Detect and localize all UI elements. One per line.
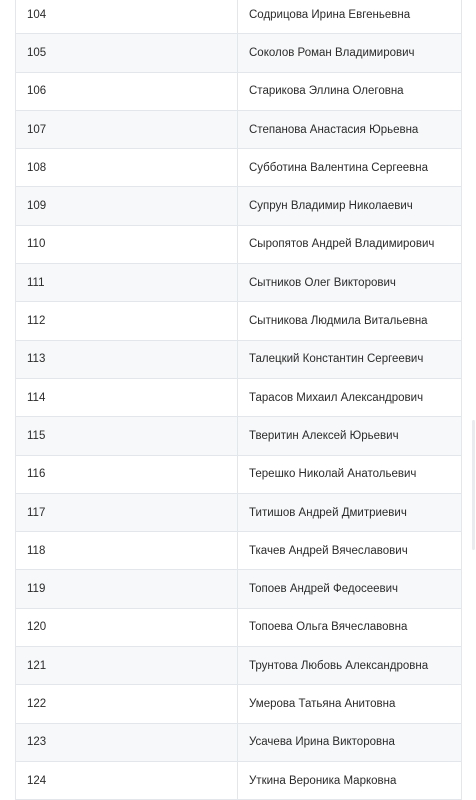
row-name: Усачева Ирина Викторовна [238,723,462,761]
row-name: Уткина Вероника Марковна [238,761,462,799]
row-number: 115 [16,417,238,455]
table-row [16,417,462,455]
row-name: Топоев Андрей Федосеевич [238,570,462,608]
row-name: Сыропятов Андрей Владимирович [238,225,462,263]
table-row [16,493,462,531]
row-name: Субботина Валентина Сергеевна [238,149,462,187]
row-number: 111 [16,264,238,302]
table-row [16,0,462,34]
row-name: Титишов Андрей Дмитриевич [238,493,462,531]
row-name: Сытников Олег Викторович [238,264,462,302]
table-row [16,264,462,302]
row-number: 108 [16,149,238,187]
row-name: Сытникова Людмила Витальевна [238,302,462,340]
table-row [16,608,462,646]
row-number: 118 [16,532,238,570]
row-number: 121 [16,647,238,685]
table-row [16,340,462,378]
table-row [16,647,462,685]
row-name: Топоева Ольга Вячеславовна [238,608,462,646]
row-number: 106 [16,72,238,110]
table-row [16,302,462,340]
row-number: 114 [16,378,238,416]
row-number: 107 [16,110,238,148]
table-row [16,685,462,723]
table-row [16,110,462,148]
table-row [16,532,462,570]
row-number: 116 [16,455,238,493]
row-name: Терешко Николай Анатольевич [238,455,462,493]
table-row [16,761,462,799]
table-row [16,378,462,416]
row-number: 112 [16,302,238,340]
row-number: 123 [16,723,238,761]
row-number: 124 [16,761,238,799]
table-row [16,455,462,493]
row-number: 105 [16,34,238,72]
row-number: 122 [16,685,238,723]
row-name: Степанова Анастасия Юрьевна [238,110,462,148]
row-number: 113 [16,340,238,378]
row-number: 119 [16,570,238,608]
row-number: 110 [16,225,238,263]
row-number: 104 [16,0,238,34]
row-name: Ткачев Андрей Вячеславович [238,532,462,570]
row-number: 109 [16,187,238,225]
row-number: 117 [16,493,238,531]
scrollbar-thumb[interactable] [472,420,475,550]
row-name: Тарасов Михаил Александрович [238,378,462,416]
table-row [16,187,462,225]
names-table-body [16,0,462,800]
names-table [15,0,462,800]
table-row [16,570,462,608]
row-name: Старикова Эллина Олеговна [238,72,462,110]
row-name: Умерова Татьяна Анитовна [238,685,462,723]
row-name: Талецкий Константин Сергеевич [238,340,462,378]
row-name: Тверитин Алексей Юрьевич [238,417,462,455]
table-row [16,34,462,72]
table-row [16,149,462,187]
table-row [16,225,462,263]
table-row [16,723,462,761]
row-name: Содрицова Ирина Евгеньевна [238,0,462,34]
row-name: Супрун Владимир Николаевич [238,187,462,225]
row-name: Трунтова Любовь Александровна [238,647,462,685]
row-number: 120 [16,608,238,646]
row-name: Соколов Роман Владимирович [238,34,462,72]
table-row [16,72,462,110]
